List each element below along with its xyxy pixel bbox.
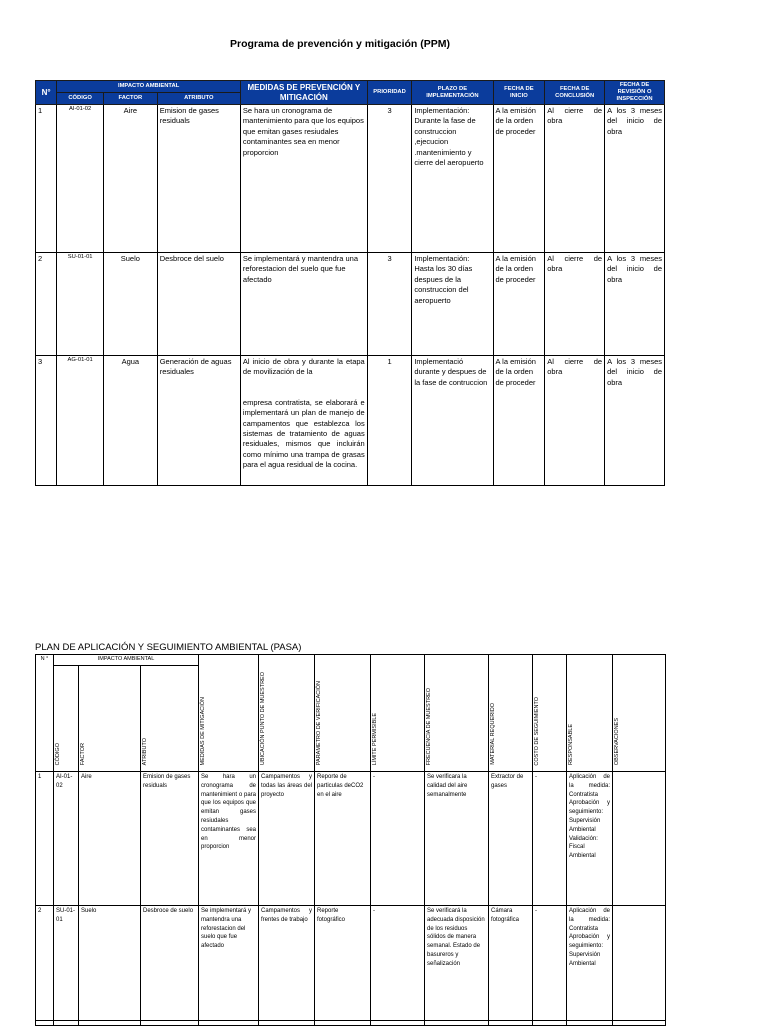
row-num: 2 bbox=[36, 253, 57, 356]
row-atributo: Emision de gases residuals bbox=[157, 105, 240, 253]
page-divider bbox=[35, 1020, 665, 1021]
ppm-header-inicio: FECHA DE INICIO bbox=[493, 81, 545, 105]
row-medidas: Se hara un cronograma de mantenimiento para que los equipos que emitan gases resiudales contaminantes sea en menor proporcion bbox=[240, 105, 367, 253]
row-prioridad: 3 bbox=[367, 253, 412, 356]
row-factor: Agua bbox=[103, 356, 157, 486]
row-responsable: Aplicación de la medida: Contratista Aprobación y seguimiento: Supervisión Ambiental Validación: Fiscal Ambiental bbox=[567, 772, 613, 906]
pasa-header-ubicacion: UBICACIÓN PUNTO DE MUESTREO bbox=[259, 655, 315, 772]
pasa-header-costo: COSTO DE SEGUIMIENTO bbox=[533, 655, 567, 772]
table-row bbox=[36, 772, 666, 906]
row-atributo: Emision de gases residuals bbox=[141, 772, 199, 906]
pasa-header-factor: FACTOR bbox=[79, 666, 141, 772]
pasa-header-num: N ° bbox=[36, 655, 54, 772]
row-parametro: Reporte de particulas deCO2 en el aire bbox=[315, 772, 371, 906]
row-codigo: AI-01-02 bbox=[54, 772, 79, 906]
ppm-header-codigo: CÓDIGO bbox=[57, 93, 104, 105]
row-atributo: Generación de aguas residuales bbox=[157, 356, 240, 486]
row-frecuencia: Se verificará la adecuada disposición de los residuos sólidos de manera semanal. Estado de basureros y señalización bbox=[425, 906, 489, 1026]
row-costo: - bbox=[533, 906, 567, 1026]
pasa-header-atributo: ATRIBUTO bbox=[141, 666, 199, 772]
ppm-header-revision: FECHA DE REVISIÓN O INSPECCIÓN bbox=[605, 81, 665, 105]
row-medidas-part-a: Al inicio de obra y durante la etapa de movilización de la bbox=[242, 357, 365, 377]
row-num: 1 bbox=[36, 772, 54, 906]
row-num: 2 bbox=[36, 906, 54, 1026]
row-inicio: A la emisión de la orden de proceder bbox=[493, 105, 545, 253]
pasa-header-material: MATERIAL REQUERIDO bbox=[489, 655, 533, 772]
table-row bbox=[36, 356, 665, 486]
ppm-header-impacto: IMPACTO AMBIENTAL bbox=[57, 81, 241, 93]
table-row bbox=[36, 906, 666, 1026]
row-ubicacion: Campamentos y frentes de trabajo bbox=[259, 906, 315, 1026]
row-atributo: Desbroce del suelo bbox=[157, 253, 240, 356]
row-plazo: Implementación: Durante la fase de construccion ,ejecucion .mantenimiento y cierre del aeropuerto bbox=[412, 105, 493, 253]
row-medidas: Se hara un cronograma de mantenimient o para que los equipos que emitan gases resiudales contaminantes sea en menor proporcion bbox=[199, 772, 259, 906]
row-limite: - bbox=[371, 906, 425, 1026]
pasa-header-observaciones: OBSERVACIONES bbox=[613, 655, 666, 772]
row-revision: A los 3 meses del inicio de obra bbox=[605, 105, 665, 253]
ppm-header-prioridad: PRIORIDAD bbox=[367, 81, 412, 105]
pasa-header-parametro: PARAMETRO DE VERIFICACIÓN bbox=[315, 655, 371, 772]
table-row bbox=[36, 253, 665, 356]
pasa-header-responsable: RESPONSABLE bbox=[567, 655, 613, 772]
row-num: 3 bbox=[36, 356, 57, 486]
row-factor: Suelo bbox=[103, 253, 157, 356]
row-parametro: Reporte fotográfico bbox=[315, 906, 371, 1026]
row-codigo: AG-01-01 bbox=[57, 356, 104, 486]
row-material: Extractor de gases bbox=[489, 772, 533, 906]
row-medidas bbox=[240, 356, 367, 486]
row-responsable: Aplicación de la medida: Contratista Aprobación y seguimiento: Supervisión Ambiental bbox=[567, 906, 613, 1026]
row-plazo: Implementación: Hasta los 30 días despues de la construccion del aeropuerto bbox=[412, 253, 493, 356]
ppm-header-medidas: MEDIDAS DE PREVENCIÓN Y MITIGACIÓN bbox=[240, 81, 367, 105]
row-revision: A los 3 meses del inicio de obra bbox=[605, 253, 665, 356]
table-row bbox=[36, 105, 665, 253]
row-frecuencia: Se verificara la calidad del aire semanalmente bbox=[425, 772, 489, 906]
ppm-header-atributo: ATRIBUTO bbox=[157, 93, 240, 105]
ppm-header-num: N° bbox=[36, 81, 57, 105]
row-medidas: Se implementará y mantendra una reforestacion del suelo que fue afectado bbox=[199, 906, 259, 1026]
ppm-header-factor: FACTOR bbox=[103, 93, 157, 105]
row-atributo: Desbroce de suelo bbox=[141, 906, 199, 1026]
pasa-header-medidas: MEDIDAS DE MITIGACIÓN bbox=[199, 655, 259, 772]
row-material: Cámara fotográfica bbox=[489, 906, 533, 1026]
row-conclusion: Al cierre de obra bbox=[545, 105, 605, 253]
row-codigo: AI-01-02 bbox=[57, 105, 104, 253]
row-costo: - bbox=[533, 772, 567, 906]
row-inicio: A la emisión de la orden de proceder bbox=[493, 356, 545, 486]
pasa-header-limite: LÍMITE PERMISIBLE bbox=[371, 655, 425, 772]
row-medidas-part-b: empresa contratista, se elaborará e implementará un plan de manejo de campamentos que establezca los sistemas de tratamiento de aguas residuales, mismos que incluirán como mínimo una trampa de grasas para el agua residual de la cocina. bbox=[242, 397, 365, 470]
row-conclusion: Al cierre de obra bbox=[545, 253, 605, 356]
row-medidas: Se implementará y mantendra una reforestacion del suelo que fue afectado bbox=[240, 253, 367, 356]
row-observaciones bbox=[613, 906, 666, 1026]
row-plazo: Implementació durante y despues de la fase de contruccion bbox=[412, 356, 493, 486]
row-revision: A los 3 meses del inicio de obra bbox=[605, 356, 665, 486]
row-codigo: SU-01-01 bbox=[57, 253, 104, 356]
row-factor: Aire bbox=[103, 105, 157, 253]
pasa-table bbox=[35, 654, 666, 1026]
row-factor: Suelo bbox=[79, 906, 141, 1026]
row-factor: Aire bbox=[79, 772, 141, 906]
row-conclusion: Al cierre de obra bbox=[545, 356, 605, 486]
row-num: 1 bbox=[36, 105, 57, 253]
ppm-header-conclusion: FECHA DE CONCLUSIÓN bbox=[545, 81, 605, 105]
row-observaciones bbox=[613, 772, 666, 906]
pasa-header-frecuencia: FRECUENCIA DE MUESTREO bbox=[425, 655, 489, 772]
row-limite: - bbox=[371, 772, 425, 906]
ppm-table bbox=[35, 80, 665, 486]
pasa-title: PLAN DE APLICACIÓN Y SEGUIMIENTO AMBIENTAL (PASA) bbox=[35, 642, 302, 653]
row-prioridad: 1 bbox=[367, 356, 412, 486]
row-codigo: SU-01-01 bbox=[54, 906, 79, 1026]
row-ubicacion: Campamentos y todas las áreas del proyecto bbox=[259, 772, 315, 906]
ppm-header-plazo: PLAZO DE IMPLEMENTACIÓN bbox=[412, 81, 493, 105]
pasa-header-impacto: IMPACTO AMBIENTAL bbox=[54, 655, 199, 666]
row-inicio: A la emisión de la orden de proceder bbox=[493, 253, 545, 356]
ppm-title: Programa de prevención y mitigación (PPM) bbox=[230, 38, 450, 50]
row-prioridad: 3 bbox=[367, 105, 412, 253]
pasa-header-codigo: CÓDIGO bbox=[54, 666, 79, 772]
